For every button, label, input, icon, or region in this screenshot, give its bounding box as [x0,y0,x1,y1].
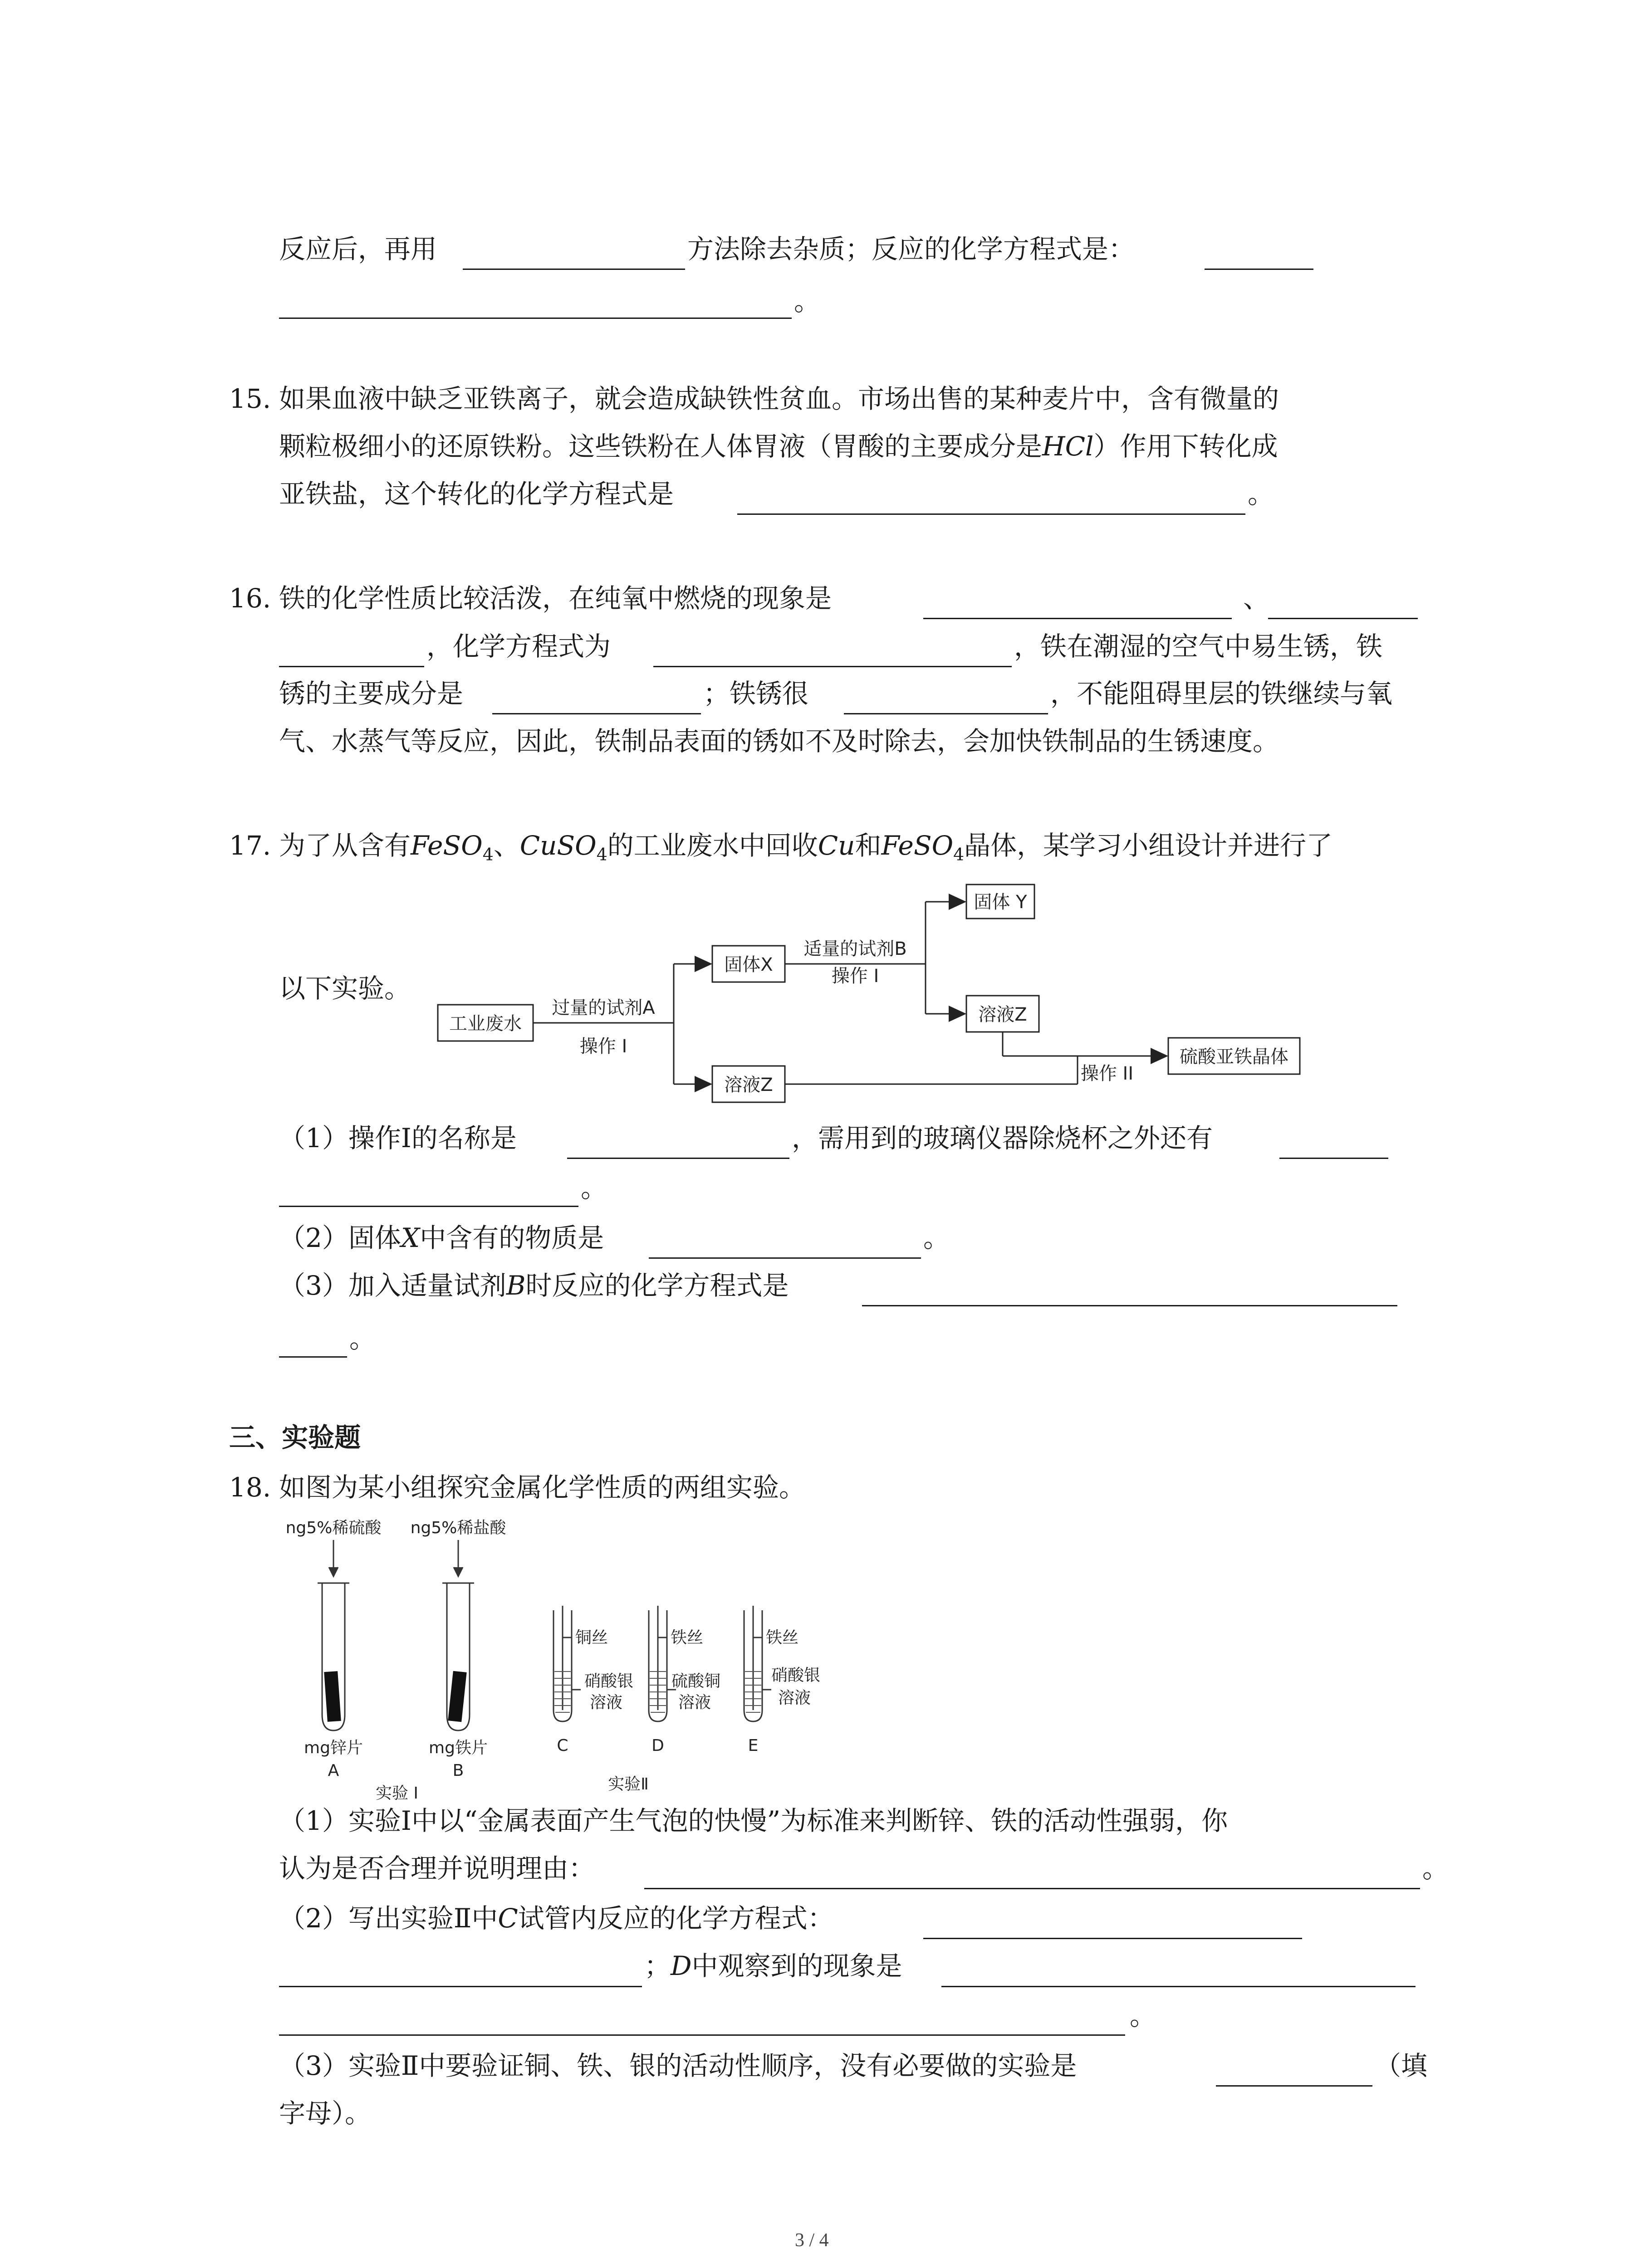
fig-sol-c-2: 溶液 [590,1693,623,1712]
fig-sol-c-1: 硝酸银 [584,1672,634,1691]
q15-line1: 如果血液中缺乏亚铁离子，就会造成缺铁性贫血。市场出售的某种麦片中，含有微量的 [279,383,1279,414]
fig-label-a: A [328,1761,339,1780]
q15-line3-a: 亚铁盐，这个转化的化学方程式是 [279,479,674,509]
label-reagent-b: 适量的试剂B [803,938,907,959]
fig-zinc: mg锌片 [304,1739,363,1757]
fig-sol-d-2: 溶液 [678,1693,711,1712]
q17-sub1-b: ，需用到的玻璃仪器除烧杯之外还有 [792,1123,1213,1154]
q17-sub2: （2）固体X中含有的物质是 [279,1222,604,1253]
label-solid-x: 固体X [724,954,773,975]
q14-blank-equation-1[interactable] [1205,269,1313,270]
q16-line3-a: 锈的主要成分是 [279,678,464,709]
page-number: 3 / 4 [795,2230,829,2251]
q14-line2-end: 。 [794,286,821,317]
label-op2: 操作 II [1080,1063,1134,1084]
zinc-piece [324,1671,341,1722]
q18-number: 18. [229,1472,271,1503]
q17-line1: 为了从含有FeSO$_4$、CuSO$_4$的工业废水中回收Cu和FeSO$_4$晶体，某学习小组设计并进行了 [279,830,1333,865]
q18-blank-unnecessary[interactable] [1216,2085,1372,2087]
q17-number: 17. [229,830,271,861]
q17-blank-solid-x[interactable] [649,1257,921,1259]
q18-sub3-b: （填 [1375,2050,1428,2081]
label-solution-z-bottom: 溶液Z [724,1075,773,1095]
q18-figure [272,1515,862,1805]
fig-exp2: 实验Ⅱ [608,1775,649,1794]
fig-exp1: 实验 I [375,1784,419,1803]
fig-label-d: D [652,1736,664,1755]
q16-line1-b: 、 [1243,583,1270,614]
q18-blank-phenomenon-1[interactable] [941,1986,1416,1987]
q18-blank-equation-2[interactable] [279,1986,642,1987]
iron-piece [448,1671,466,1722]
q16-line1-a: 铁的化学性质比较活泼，在纯氧中燃烧的现象是 [279,583,832,614]
label-op1-left: 操作 I [579,1036,627,1057]
q16-line3-b: ；铁锈很 [703,678,809,709]
q18-sub3-a: （3）实验Ⅱ中要验证铜、铁、银的活动性顺序，没有必要做的实验是 [279,2050,1077,2081]
q17-flowchart [431,871,1316,1107]
q14-blank-equation-2[interactable] [279,318,792,319]
q18-sub2-end: 。 [1130,2000,1156,2031]
q18-blank-reason[interactable] [644,1888,1420,1889]
q18-sub3-line2: 字母）。 [279,2098,372,2129]
q18-blank-equation-1[interactable] [923,1938,1302,1939]
q14-line1-a: 反应后，再用 [279,234,437,264]
q17-sub1-a: （1）操作Ⅰ的名称是 [279,1123,517,1154]
q16-line3-c: ，不能阻碍里层的铁继续与氧 [1050,678,1393,709]
q16-line2-a: ，化学方程式为 [426,631,611,662]
fig-sol-d-1: 硫酸铜 [671,1672,721,1691]
q18-sub1-line1: （1）实验Ⅰ中以“金属表面产生气泡的快慢”为标准来判断锌、铁的活动性强弱，你 [279,1805,1228,1836]
label-crystal: 硫酸亚铁晶体 [1180,1046,1288,1067]
fig-sol-e-2: 溶液 [778,1689,811,1707]
q15-blank-equation[interactable] [737,513,1245,515]
fig-acid-a: ng5%稀硫酸 [285,1519,382,1537]
fig-label-b: B [452,1761,464,1780]
q17-blank-equation-2[interactable] [279,1356,347,1358]
label-wastewater: 工业废水 [449,1013,522,1034]
label-solid-y: 固体 Y [974,892,1027,913]
fig-iron-wire-e: 铁丝 [766,1628,799,1647]
q17-blank-equation-1[interactable] [862,1305,1397,1306]
q16-blank-rust-component[interactable] [492,713,701,714]
q16-number: 16. [229,583,271,614]
q18-sub2: （2）写出实验Ⅱ中C试管内反应的化学方程式： [279,1903,834,1934]
q16-line2-b: ，铁在潮湿的空气中易生锈，铁 [1014,631,1383,662]
q18-sub1-line2: 认为是否合理并说明理由： [279,1853,595,1884]
q17-blank-glassware-1[interactable] [1279,1158,1388,1159]
fig-copper-wire: 铜丝 [575,1628,608,1647]
q14-line1-b: 方法除去杂质；反应的化学方程式是： [687,234,1135,264]
q18-line1: 如图为某小组探究金属化学性质的两组实验。 [279,1472,806,1503]
q15-line2: 颗粒极细小的还原铁粉。这些铁粉在人体胃液（胃酸的主要成分是HCl）作用下转化成 [279,431,1278,462]
q18-sub2-line2: ；D中观察到的现象是 [644,1950,902,1981]
q16-blank-phenomenon-3[interactable] [279,666,424,667]
q16-blank-phenomenon-1[interactable] [923,618,1232,619]
fig-sol-e-1: 硝酸银 [771,1666,821,1685]
q17-blank-glassware-2[interactable] [279,1206,578,1207]
q16-blank-rust-property[interactable] [844,713,1048,714]
q18-blank-phenomenon-2[interactable] [279,2034,1125,2036]
fig-iron-sheet: mg铁片 [429,1739,488,1757]
fig-acid-b: ng5%稀盐酸 [410,1519,506,1537]
label-reagent-a: 过量的试剂A [552,997,655,1018]
q16-blank-phenomenon-2[interactable] [1268,618,1418,619]
q17-blank-operation[interactable] [567,1158,789,1159]
fig-label-c: C [557,1736,568,1755]
q17-sub1-end: 。 [581,1173,607,1203]
label-solution-z-right: 溶液Z [978,1004,1027,1025]
q15-line3-end: 。 [1248,479,1274,509]
q18-sub1-end: 。 [1422,1853,1449,1884]
q16-blank-equation[interactable] [653,666,1012,667]
fig-iron-wire-d: 铁丝 [671,1628,704,1647]
section-heading: 三、实验题 [229,1422,361,1453]
q17-sub3: （3）加入适量试剂B时反应的化学方程式是 [279,1270,789,1301]
q17-sub3-end: 。 [349,1323,376,1354]
q17-line2: 以下实验。 [279,973,411,1004]
fig-label-e: E [748,1736,759,1755]
label-op1-right: 操作 I [831,966,879,987]
q16-line4: 气、水蒸气等反应，因此，铁制品表面的锈如不及时除去，会加快铁制品的生锈速度。 [279,726,1279,757]
q17-sub2-end: 。 [923,1222,950,1253]
q14-blank-method[interactable] [463,269,685,270]
q15-number: 15. [229,383,271,414]
